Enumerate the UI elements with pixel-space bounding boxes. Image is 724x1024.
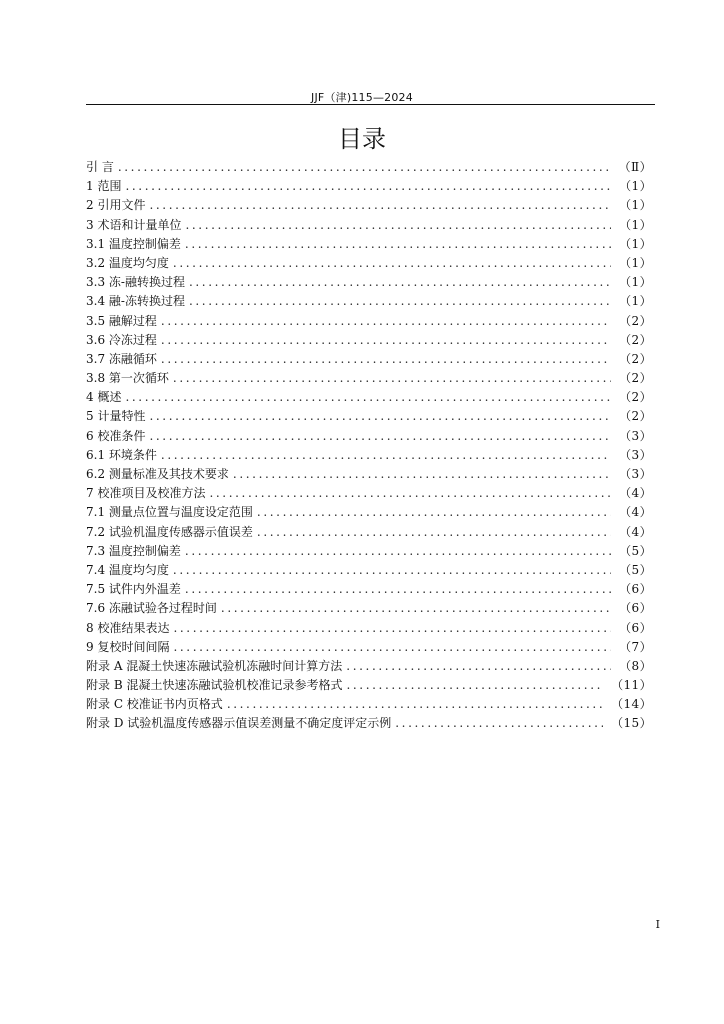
toc-entry-label: 7.1 测量点位置与温度设定范围: [86, 505, 253, 520]
toc-entry-page: （1）: [619, 236, 652, 251]
toc-entry-6-1[interactable]: [86, 446, 652, 465]
dot-leader: [189, 292, 611, 311]
toc-entry-appendix-a[interactable]: [86, 657, 652, 676]
toc-entry-label: 4 概述: [86, 390, 122, 405]
toc-entry-3-1[interactable]: [86, 235, 652, 254]
dot-leader: [233, 465, 611, 484]
toc-entry-label: 6.2 测量标准及其技术要求: [86, 467, 229, 481]
toc-entry-label: 7.2 试验机温度传感器示值误差: [86, 524, 253, 539]
toc-entry-page: （1）: [619, 294, 652, 309]
toc-entry-7-1[interactable]: [86, 503, 652, 522]
toc-entry-page: （2）: [619, 371, 652, 386]
dot-leader: [161, 331, 611, 350]
dot-leader: [161, 312, 611, 331]
toc-entry-page: （1）: [619, 179, 652, 194]
toc-entry-3-4[interactable]: [86, 292, 652, 311]
toc-entry-label: 5 计量特性: [86, 409, 146, 424]
toc-entry-label: 3.1 温度控制偏差: [86, 236, 181, 251]
toc-entry-label: 3 术语和计量单位: [86, 217, 182, 232]
dot-leader: [161, 350, 611, 369]
toc-entry-page: （3）: [619, 428, 652, 443]
toc-entry-foreword[interactable]: [86, 158, 652, 177]
toc-entry-label: 6 校准条件: [86, 428, 146, 443]
toc-entry-3-2[interactable]: [86, 254, 652, 273]
toc-entry-6-2[interactable]: [86, 465, 652, 484]
toc-entry-label: 3.7 冻融循环: [86, 351, 157, 366]
toc-entry-9[interactable]: [86, 638, 652, 657]
toc-entry-label: 7 校准项目及校准方法: [86, 486, 206, 501]
page-title: 目录: [338, 125, 386, 153]
toc-entry-appendix-b[interactable]: [86, 676, 652, 695]
toc-entry-4[interactable]: [86, 388, 652, 407]
toc-entry-label: 3.6 冷冻过程: [86, 332, 157, 347]
toc-entry-7-5[interactable]: [86, 580, 652, 599]
toc-entry-page: （1）: [619, 217, 652, 232]
toc-entry-7-2[interactable]: [86, 523, 652, 542]
toc-entry-label: 6.1 环境条件: [86, 447, 157, 462]
dot-leader: [173, 254, 611, 273]
dot-leader: [149, 196, 611, 215]
toc-entry-8[interactable]: [86, 619, 652, 638]
toc-entry-page: （4）: [619, 524, 652, 539]
toc-entry-label: 2 引用文件: [86, 198, 146, 213]
toc-entry-page: （14）: [611, 697, 652, 712]
toc-entry-3-6[interactable]: [86, 331, 652, 350]
toc-entry-page: （11）: [611, 678, 652, 693]
toc-entry-page: （6）: [619, 582, 652, 597]
dot-leader: [161, 446, 611, 465]
toc-entry-page: （2）: [619, 313, 652, 328]
dot-leader: [209, 484, 611, 503]
toc-entry-page: （6）: [619, 620, 652, 635]
toc-entry-3-8[interactable]: [86, 369, 652, 388]
dot-leader: [395, 714, 603, 733]
toc-entry-page: （5）: [619, 562, 652, 577]
dot-leader: [149, 427, 611, 446]
toc-entry-7[interactable]: [86, 484, 652, 503]
toc-entry-label: 7.3 温度控制偏差: [86, 543, 181, 558]
page-number: I: [655, 918, 660, 931]
toc-entry-appendix-d[interactable]: [86, 714, 652, 733]
toc-entry-label: 附录 C 校准证书内页格式: [86, 697, 223, 712]
toc-entry-page: （4）: [619, 486, 652, 501]
dot-leader: [173, 619, 611, 638]
table-of-contents: [86, 158, 652, 734]
toc-entry-3-7[interactable]: [86, 350, 652, 369]
dot-leader: [189, 273, 611, 292]
toc-entry-page: （2）: [619, 351, 652, 366]
toc-entry-1[interactable]: [86, 177, 652, 196]
toc-entry-page: （2）: [619, 332, 652, 347]
dot-leader: [185, 216, 611, 235]
toc-entry-label: 3.2 温度均匀度: [86, 255, 169, 270]
dot-leader: [173, 369, 611, 388]
toc-entry-6[interactable]: [86, 427, 652, 446]
dot-leader: [185, 235, 611, 254]
dot-leader: [173, 638, 611, 657]
dot-leader: [346, 657, 611, 676]
toc-entry-page: （3）: [619, 447, 652, 462]
toc-entry-label: 3.5 融解过程: [86, 313, 157, 328]
toc-entry-page: （8）: [619, 658, 652, 673]
dot-leader: [257, 523, 611, 542]
toc-entry-label: 3.3 冻-融转换过程: [86, 275, 185, 290]
toc-entry-7-6[interactable]: [86, 599, 652, 618]
toc-entry-label: 附录 B 混凝土快速冻融试验机校准记录参考格式: [86, 678, 343, 693]
toc-entry-label: 引 言: [86, 160, 114, 174]
dot-leader: [227, 695, 603, 714]
dot-leader: [185, 542, 611, 561]
toc-entry-7-3[interactable]: [86, 542, 652, 561]
running-header: JJF（津)115—2024: [311, 91, 413, 104]
dot-leader: [125, 177, 611, 196]
dot-leader: [185, 580, 611, 599]
toc-entry-page: （4）: [619, 505, 652, 520]
toc-entry-5[interactable]: [86, 407, 652, 426]
dot-leader: [125, 388, 611, 407]
toc-entry-label: 1 范围: [86, 179, 122, 194]
toc-entry-label: 7.5 试件内外温差: [86, 582, 181, 597]
toc-entry-3-5[interactable]: [86, 312, 652, 331]
toc-entry-page: （Ⅱ）: [618, 160, 652, 174]
toc-entry-3-3[interactable]: [86, 273, 652, 292]
dot-leader: [257, 503, 611, 522]
toc-entry-page: （1）: [619, 255, 652, 270]
toc-entry-page: （2）: [619, 390, 652, 405]
toc-entry-page: （6）: [619, 601, 652, 616]
toc-entry-page: （2）: [619, 409, 652, 424]
header-rule: [86, 104, 655, 105]
dot-leader: [118, 158, 611, 177]
toc-entry-page: （15）: [611, 716, 652, 731]
dot-leader: [346, 676, 603, 695]
toc-entry-page: （7）: [619, 639, 652, 654]
toc-entry-page: （1）: [619, 198, 652, 213]
toc-entry-page: （5）: [619, 543, 652, 558]
dot-leader: [221, 599, 611, 618]
toc-entry-2[interactable]: [86, 196, 652, 215]
toc-entry-3[interactable]: [86, 216, 652, 235]
toc-entry-label: 3.4 融-冻转换过程: [86, 294, 185, 309]
toc-entry-label: 3.8 第一次循环: [86, 371, 169, 386]
toc-entry-label: 7.4 温度均匀度: [86, 562, 169, 577]
toc-entry-appendix-c[interactable]: [86, 695, 652, 714]
toc-entry-label: 附录 D 试验机温度传感器示值误差测量不确定度评定示例: [86, 716, 392, 731]
toc-entry-7-4[interactable]: [86, 561, 652, 580]
toc-entry-label: 附录 A 混凝土快速冻融试验机冻融时间计算方法: [86, 658, 343, 673]
toc-entry-page: （1）: [619, 275, 652, 290]
toc-entry-page: （3）: [619, 467, 652, 481]
toc-entry-label: 7.6 冻融试验各过程时间: [86, 601, 217, 616]
dot-leader: [149, 407, 611, 426]
toc-entry-label: 9 复校时间间隔: [86, 639, 170, 654]
toc-entry-label: 8 校准结果表达: [86, 620, 170, 635]
dot-leader: [173, 561, 611, 580]
